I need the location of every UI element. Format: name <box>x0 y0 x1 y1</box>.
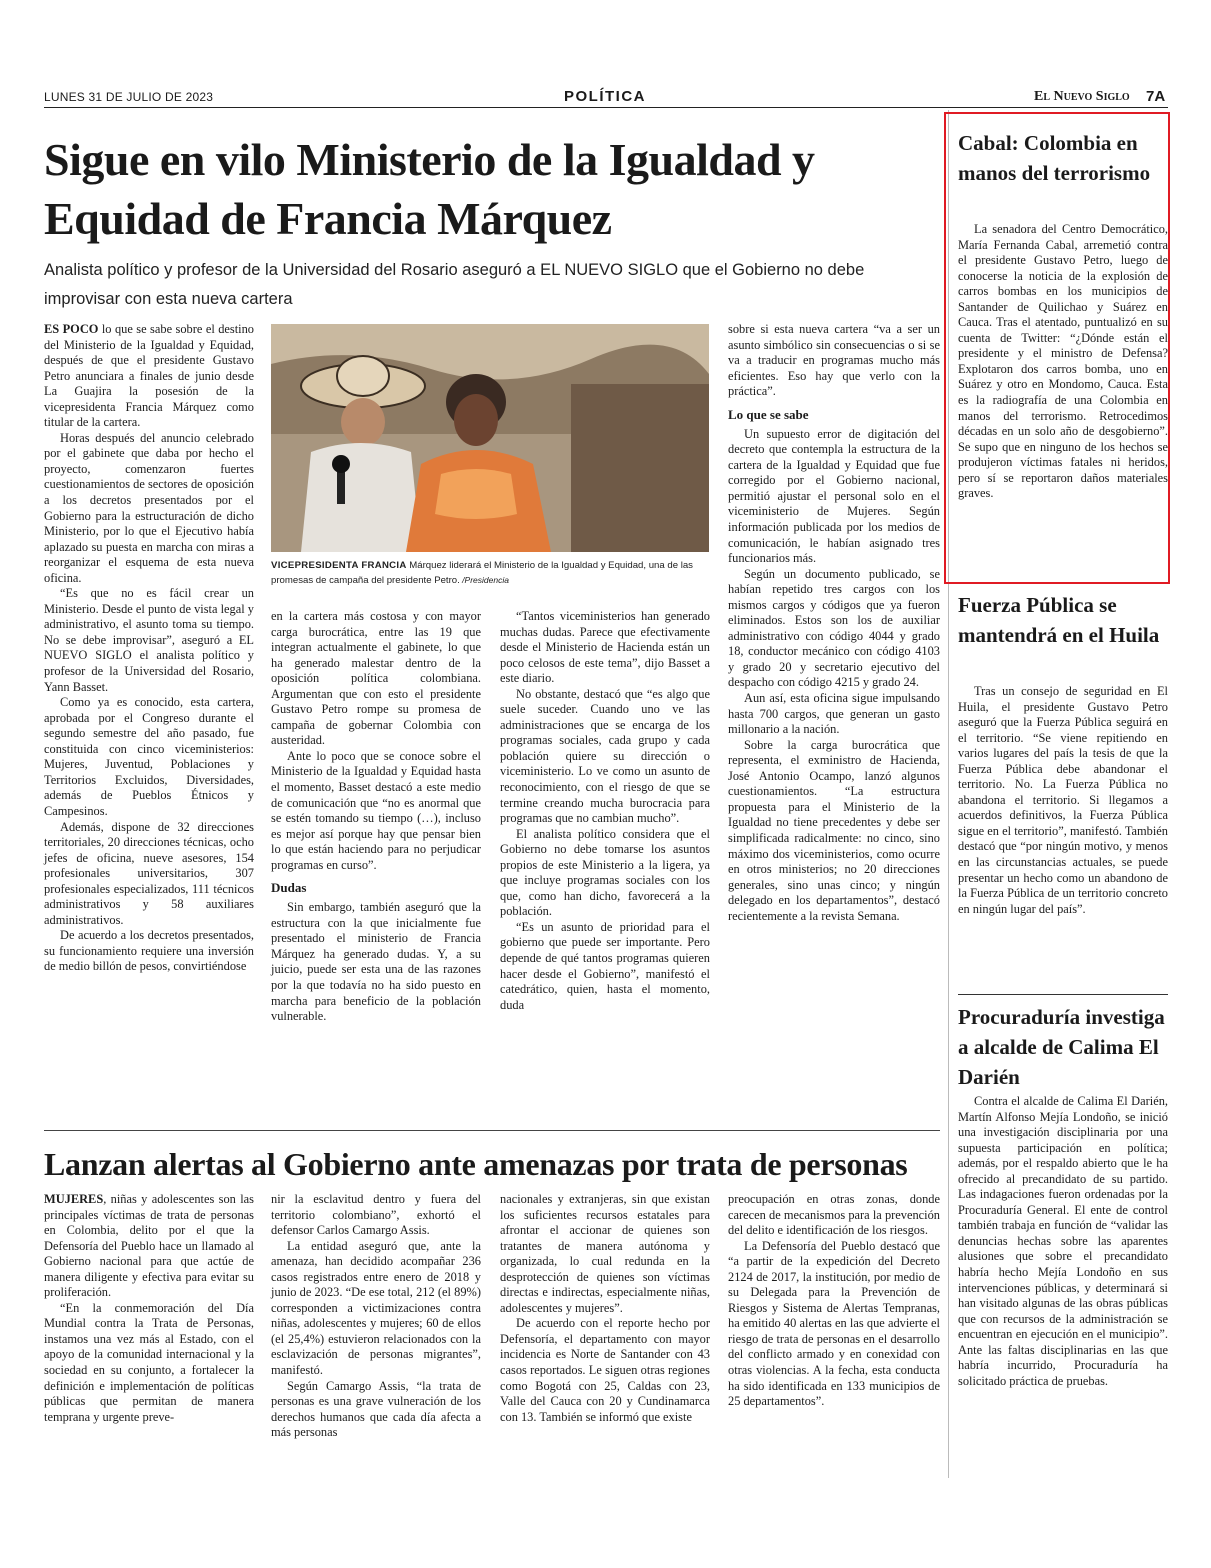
story2-col3-p2: De acuerdo con el reporte hecho por Defensoría, el departamento con mayor incidencia es Norte de Santander con 43 casos reportados. Le siguen otras regiones como Bogotá con 25, Caldas con 23, Valle del Cauca con 20 y Cundinamarca con 13. También se informó que existe <box>500 1316 710 1424</box>
main-col4-p5: Sobre la carga burocrática que representa, el exministro de Hacienda, José Antonio Ocampo, lanzó algunos cuestionamientos. “La estructura propuesta para el Ministerio de la Igualdad no tiene precedentes y debe ser simplificada radicalmente: no cinco, sino máximo dos viceministerios, como ocurre en otros ministerios; no 20 direcciones generales, sino unas cinco; y ningún delegado en los departamentos”, destacó recientemente a la revista Semana. <box>728 737 940 923</box>
subhead-lo-que-se-sabe: Lo que se sabe <box>728 406 809 422</box>
photo-illustration <box>271 324 709 552</box>
main-column-3 <box>500 609 710 1013</box>
main-col2-p1: en la cartera más costosa y con mayor carga burocrática, entre las 19 que integran actualmente el gabinete, lo que ha generado malestar dentro de la oposición política colombiana. Argumentan que con esto el presidente Gustavo Petro rompe su promesa de campaña de gobernar Colombia con austeridad. <box>271 609 481 748</box>
main-deck: Analista político y profesor de la Universidad del Rosario aseguró a EL NUEVO SIGLO que el Gobierno no debe improvisar con esta nueva cartera <box>44 261 865 308</box>
main-col1-p3: “Es que no es fácil crear un Ministerio. Desde el punto de vista legal y administrativo, el asunto toma su tiempo. No se debe improvisar”, aseguró a EL NUEVO SIGLO el analista político y profesor de la Universidad del Rosario, Yann Basset. <box>44 586 254 694</box>
main-col1-p1: ES POCO lo que se sabe sobre el destino del Ministerio de la Igualdad y Equidad, después de que el presidente Gustavo Petro anunciara a finales de junio desde La Guajira la posesión de la vicepresidenta Francia Márquez como titular de la cartera. <box>44 322 255 430</box>
story2-col2-p1: nir la esclavitud dentro y fuera del territorio colombiano”, exhortó el defensor Carlos Camargo Assis. <box>271 1192 481 1238</box>
main-col1-p6: De acuerdo a los decretos presentados, su funcionamiento requiere una inversión de medio billón de pesos, convirtiéndose <box>44 928 254 974</box>
sidebar-procuraduria-body: Contra el alcalde de Calima El Darién, Martín Alfonso Mejía Londoño, se inició una investigación disciplinaria por una supuesta participación en política; además, por el respaldo abierto que le ha ofrecido al precandidato de su partido. Las indagaciones fueron ordenadas por la Procuraduría General. El ente de control también trabaja en función de “validar las denuncias hechas sobre las aparentes alusiones que sobre el precandidato habría hecho Mejía Londoño en sus intervenciones públicas, y determinará si han visitado algunas de las obras públicas que con recursos de la administración se encuentran en ejecución en el municipio”. Ante las faltas disciplinarias en las que habría incurrido, Procuraduría ha solicitado práctica de pruebas. <box>958 1094 1168 1388</box>
main-col2-p2: Ante lo poco que se conoce sobre el Ministerio de la Igualdad y Equidad hasta el momento, Basset destacó a este medio de comunicación que “no es anormal que se estén tomando su tiempo (…), incluso es mejor así porque hay que pensar bien lo que están haciendo para no perjudicar programas en curso”. <box>271 748 481 872</box>
caption-label: VICEPRESIDENTA FRANCIA <box>271 560 407 571</box>
story2-col1-p1: MUJERES, niñas y adolescentes son las principales víctimas de trata de personas en Colombia, delito por el que la Defensoría del Pueblo hace un llamado al Gobierno nacional para que actúe de manera diligente y efectiva para evitar su proliferación. <box>44 1192 254 1300</box>
story2-lead-word: MUJERES <box>44 1192 104 1206</box>
story2-headline: Lanzan alertas al Gobierno ante amenazas por trata de personas <box>44 1146 908 1182</box>
issue-date: LUNES 31 DE JULIO DE 2023 <box>44 90 214 104</box>
story2-col4-p1: preocupación en otras zonas, donde carecen de mecanismos para la prevención del delito e identificación de los riesgos. <box>728 1192 940 1238</box>
story2-col4-p2: La Defensoría del Pueblo destacó que “a partir de la expedición del Decreto 2124 de 2017, la institución, por medio de su Delegada para la Prevención de Riesgos y Sistema de Alertas Tempranas, ha emitido 40 alertas en las que advierte el riesgo de trata de personas en el desarrollo del conflicto armado y en conexidad con otras violencias. A la fecha, esta conducta ha sido identificada en 133 municipios de 25 departamentos”. <box>728 1238 940 1409</box>
main-column-1 <box>44 322 254 975</box>
sidebar-cabal-title: Cabal: Colombia en manos del terrorismo <box>958 131 1151 185</box>
main-col1-p2: Horas después del anuncio celebrado por el gabinete que daba por hecho el proyecto, comenzaron fuertes cuestionamientos de sectores de oposición a los decretos presentados por el Gobierno para la estructuración de dicho Ministerio, por lo que el Ejecutivo había aplazado su puesta en marcha con miras a reorganizar el esquema de esta nueva oficina. <box>44 430 254 585</box>
sidebar-huila-title: Fuerza Pública se mantendrá en el Huila <box>958 593 1160 647</box>
main-headline: Sigue en vilo Ministerio de la Igualdad y Equidad de Francia Márquez <box>44 134 815 244</box>
main-photo <box>271 324 709 552</box>
story2-col3-p1: nacionales y extranjeras, sin que existan los suficientes recursos estatales para afrontar el accionar de quienes son tratantes de manera autónoma y organizada, lo cual redunda en la desprotección de quienes son víctimas directas e indirectas, especialmente niñas, adolescentes y mujeres”. <box>500 1192 710 1315</box>
main-col4-p1: sobre si esta nueva cartera “va a ser un asunto simbólico sin consecuencias o si se va a traducir en programas mucho más eficientes. Eso hay que verlo con la práctica”. <box>728 322 940 399</box>
main-col3-p3: El analista político considera que el Gobierno no debe tomarse los asuntos propios de este Ministerio a la ligera, ya que incluye programas sociales con los que, como han dicho, favorecerá a la población. <box>500 826 710 919</box>
main-lead-word: ES POCO <box>44 322 99 336</box>
main-col1-p4: Como ya es conocido, esta cartera, aprobada por el Congreso durante el segundo semestre del año pasado, fue constituida con cinco viceministerios: Mujeres, Juventud, Poblaciones y Territorios Excluidos, Diversidades, además de Pueblos Étnicos y Campesinos. <box>44 695 254 818</box>
story2-column-3 <box>500 1192 710 1425</box>
photo-caption <box>271 558 709 588</box>
sidebar-huila-body: Tras un consejo de seguridad en El Huila, el presidente Gustavo Petro aseguró que la Fuerza Pública seguirá en el territorio. “Se viene repitiendo en varios lugares del país la tesis de que la Fuerza Pública debe abandonar el territorio. No. La Fuerza Pública no abandona el territorio. Si llegamos a acuerdos definitivos, la Fuerza Pública sigue en el territorio”, manifestó. También destacó que “por ningún motivo, y menos en las circunstancias actuales, se puede presentar un hecho como un abandono de la Fuerza Pública de un territorio concreto en ningún lugar del país”. <box>958 684 1168 916</box>
main-col4-p4: Aun así, esta oficina sigue impulsando hasta 700 cargos, que generan un gasto millonario a la nación. <box>728 691 940 737</box>
main-col2-p3: Sin embargo, también aseguró que la estructura con la que inicialmente fue presentado el ministerio de Francia Márquez ha generado dudas. Y, a su juicio, puede ser esta una de las razones por la que todavía no ha sido puesto en marcha para beneficio de la población vulnerable. <box>271 900 481 1024</box>
main-column-2 <box>271 609 481 1025</box>
sidebar-procuraduria-title: Procuraduría investiga a alcalde de Calima El Darién <box>958 1005 1165 1089</box>
story2-col1-p2: “En la conmemoración del Día Mundial contra la Trata de Personas, instamos una vez más al Estado, con el apoyo de la comunidad internacional y la sociedad en su conjunto, a fortalecer la definición e implementación de políticas públicas que permitan de manera temprana y urgente preve- <box>44 1300 254 1424</box>
main-column-4 <box>728 322 940 924</box>
story2-column-4 <box>728 1192 940 1410</box>
story-divider <box>44 1130 940 1131</box>
caption-text: Márquez liderará el Ministerio de la Igualdad y Equidad, una de las promesas de campaña del presidente Petro. <box>271 560 693 586</box>
story2-col2-p3: Según Camargo Assis, “la trata de personas es una grave vulneración de los derechos humanos que cada día afecta a más personas <box>271 1378 481 1440</box>
main-col4-p3: Según un documento publicado, se habían repetido tres cargos con los mismos cargos y códigos que ya fueron eliminados. Estos son los de auxiliar administrativo con código 4044 y grado 18, conductor mecánico con código 4103 y grado 20 y secretario ejecutivo del despacho con código 4215 y grado 24. <box>728 566 940 690</box>
header-rule <box>44 107 1168 108</box>
main-col3-p1: “Tantos viceministerios han generado muchas dudas. Parece que efectivamente desde el Ministerio de Hacienda están un poco celosos de este tema”, dijo Basset a este diario. <box>500 609 710 686</box>
sidebar-separator <box>958 994 1168 995</box>
story2-column-2 <box>271 1192 481 1441</box>
section-name: POLÍTICA <box>564 88 646 105</box>
story2-col2-p2: La entidad aseguró que, ante la amenaza, han decidido acompañar 236 casos registrados entre enero de 2018 y junio de 2023. “De ese total, 212 (el 89%) corresponden a victimizaciones contra niñas, adolescentes y mujeres; 60 de ellos (el 25,4%) estuvieron relacionados con la esclavización de personas migrantes”, manifestó. <box>271 1238 481 1378</box>
newspaper-name: El Nuevo Siglo <box>1034 89 1130 104</box>
main-col3-p4: “Es un asunto de prioridad para el gobierno que puede ser importante. Pero depende de qué tantos programas quieren hacer desde el Gobierno”, manifestó el catedrático, quien, hasta el momento, duda <box>500 919 710 1012</box>
photo-credit: /Presidencia <box>459 575 509 585</box>
subhead-dudas: Dudas <box>271 880 307 896</box>
main-col4-p2: Un supuesto error de digitación del decreto que contempla la estructura de la cartera de la Igualdad y Equidad que fue corregido por el Gobierno nacional, permitió ajustar el personal solo en el viceministerio de Mujeres. Según información publicada por los medios de comunicación, le habían asignado tres funcionarios más. <box>728 426 940 566</box>
story2-column-1 <box>44 1192 254 1425</box>
page-number: 7A <box>1146 88 1166 105</box>
main-col3-p2: No obstante, destacó que “es algo que suele suceder. Cuando uno ve las administraciones que se encarga de los programas sociales, cada grupo y cada población quiere su dirección o viceministerio. Lo ve como un asunto de reconocimiento, con el riesgo de que se termine creando mucha burocracia para programas que no cambian mucho”. <box>500 686 710 826</box>
sidebar-cabal-body: La senadora del Centro Democrático, María Fernanda Cabal, arremetió contra el presidente Gustavo Petro, luego de conocerse la noticia de la explosión de carros bombas en los municipios de Santander de Quilichao y Suárez en Cauca. Tras el atentado, puntualizó en su cuenta de Twitter: “¿Dónde están el presidente y el ministro de Defensa? Explotaron dos carros bomba, uno en Suárez y otro en Mondomo, Cauca. Esta es la radiografía de una Colombia en manos del terrorismo. Retrocedimos décadas en un solo año de desgobierno”. Se supo que en ninguno de los hechos se produjeron víctimas fatales ni heridos, pero sí se reportaron daños materiales graves. <box>958 222 1168 501</box>
main-col1-p5: Además, dispone de 32 direcciones territoriales, 20 direcciones técnicas, ocho jefes de oficina, nueve asesores, 154 profesionales universitarios, 307 profesionales especializados, 111 técnicos administrativos y 58 auxiliares administrativos. <box>44 819 254 927</box>
